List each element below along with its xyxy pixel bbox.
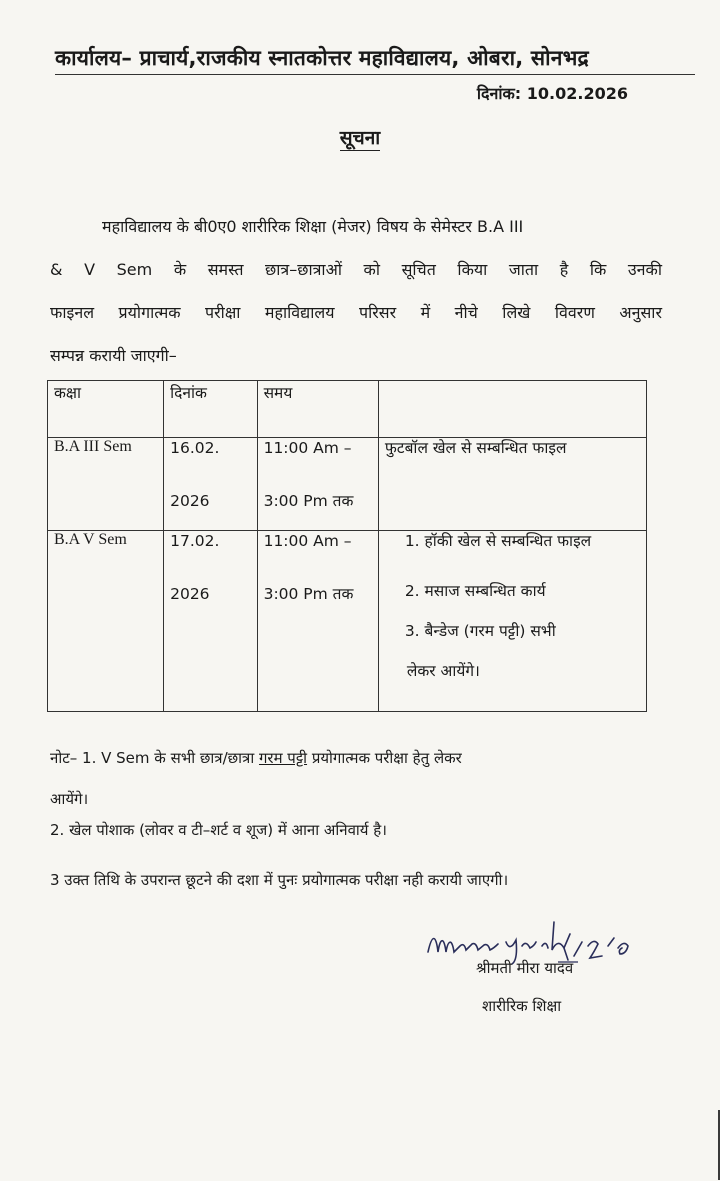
row2-date-b: 2026 <box>170 585 210 603</box>
row2-detail-3: 3. बैन्डेज (गरम पट्टी) सभी <box>404 622 556 640</box>
row1-date <box>164 438 257 531</box>
note-1-cont: आयेंगे। <box>50 790 89 808</box>
row1-time-b: 3:00 Pm तक <box>263 492 354 510</box>
row1-date-a: 16.02. <box>170 439 220 457</box>
note-2: 2. खेल पोशाक (लोवर व टी–शर्ट व शूज) में आना अनिवार्य है। <box>50 821 387 839</box>
row1-class: B.A III Sem <box>48 438 164 531</box>
row2-date-a: 17.02. <box>170 532 220 550</box>
exam-schedule-table <box>47 380 647 712</box>
row2-date <box>164 531 257 712</box>
notice-title-wrap <box>0 124 720 150</box>
intro-line-3: फाइनल प्रयोगात्मक परीक्षा महाविद्यालय परिसर में नीचे लिखे विवरण अनुसार <box>50 303 662 322</box>
row2-time <box>257 531 378 712</box>
intro-paragraph <box>50 205 662 377</box>
row1-details <box>378 438 646 531</box>
date-label: दिनांक: <box>476 84 522 103</box>
row2-detail-1: 1. हॉकी खेल से सम्बन्धित फाइल <box>404 532 592 550</box>
row2-details <box>378 531 646 712</box>
row1-date-b: 2026 <box>170 492 210 510</box>
header-class: कक्षा <box>48 381 164 438</box>
notice-date <box>477 82 628 104</box>
row1-time-a: 11:00 Am – <box>263 439 352 457</box>
row1-detail-1: फुटबॉल खेल से सम्बन्धित फाइल <box>384 439 567 457</box>
notice-title: सूचना <box>339 127 381 149</box>
signatory-name: श्रीमती मीरा यादव <box>476 959 574 977</box>
intro-line-2: & V Sem के समस्त छात्र–छात्राओं को सूचित किया जाता है कि उनकी <box>50 260 662 279</box>
note-1-suffix: प्रयोगात्मक परीक्षा हेतु लेकर <box>307 749 462 767</box>
row2-time-b: 3:00 Pm तक <box>263 585 354 603</box>
header-date: दिनांक <box>164 381 257 438</box>
note-1-underlined: गरम पट्टी <box>258 749 308 767</box>
row2-time-a: 11:00 Am – <box>263 532 352 550</box>
table-row <box>48 438 647 531</box>
header-time: समय <box>257 381 378 438</box>
intro-line-4: सम्पन्न करायी जाएगी– <box>50 346 177 365</box>
table-row <box>48 531 647 712</box>
intro-line-1: महाविद्यालय के बी0ए0 शारीरिक शिक्षा (मेजर) विषय के सेमेस्टर B.A III <box>102 217 524 236</box>
signatory-department: शारीरिक शिक्षा <box>482 997 562 1015</box>
row2-detail-3-cont: लेकर आयेंगे। <box>406 662 480 680</box>
table-header-row <box>48 381 647 438</box>
note-3: 3 उक्त तिथि के उपरान्त छूटने की दशा में पुनः प्रयोगात्मक परीक्षा नही करायी जाएगी। <box>50 871 509 889</box>
office-header: कार्यालय– प्राचार्य,राजकीय स्नातकोत्तर महाविद्यालय, ओबरा, सोनभद्र <box>55 44 695 75</box>
row1-time <box>257 438 378 531</box>
date-value: 10.02.2026 <box>526 84 628 103</box>
row2-detail-2: 2. मसाज सम्बन्धित कार्य <box>404 582 546 600</box>
note-1-line <box>50 738 650 779</box>
row2-class: B.A V Sem <box>48 531 164 712</box>
note-1 <box>50 738 650 820</box>
note-1-prefix: नोट– 1. V Sem के सभी छात्र/छात्रा <box>50 749 259 767</box>
header-details <box>378 381 646 438</box>
